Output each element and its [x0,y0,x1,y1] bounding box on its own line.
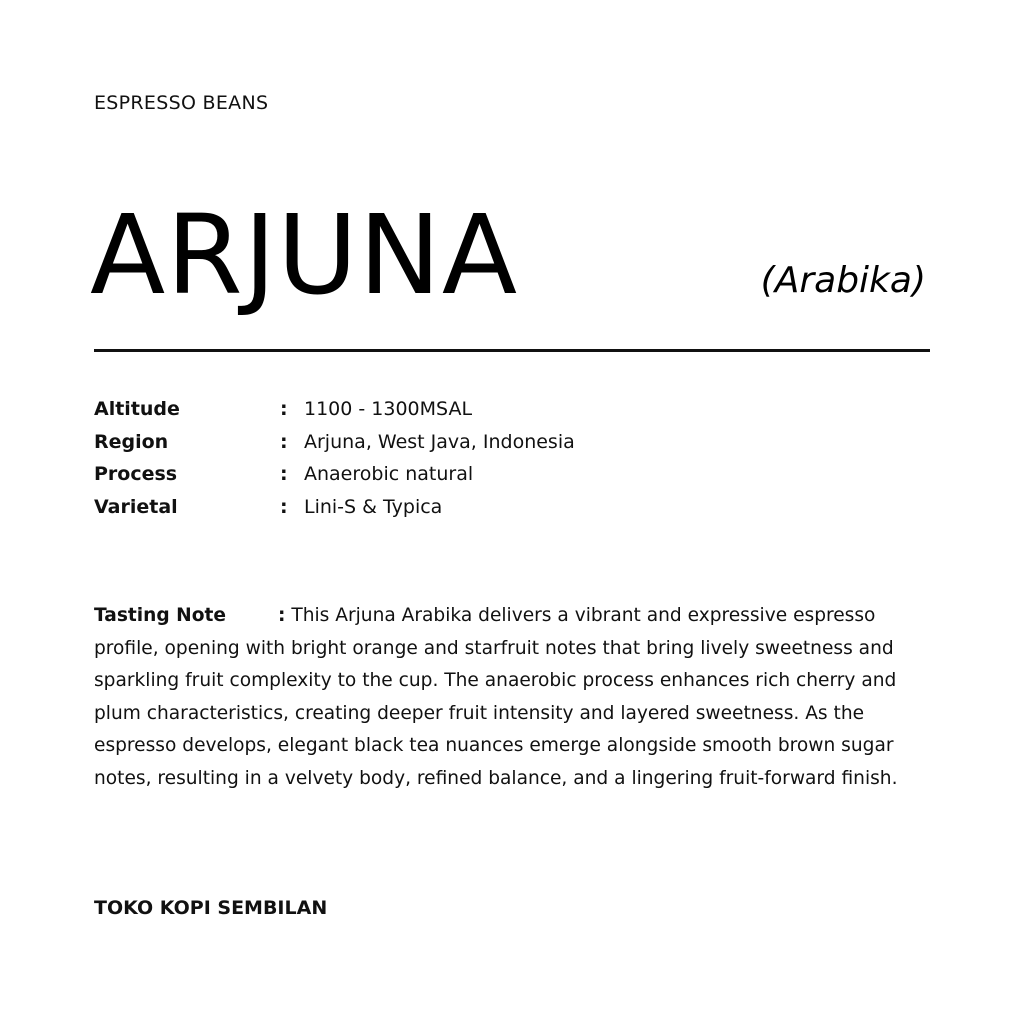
spec-row-varietal [94,496,930,529]
spec-label: Process [94,463,178,485]
spec-colon: : [280,430,288,453]
spec-value: Anaerobic natural [304,463,474,485]
brand-name: TOKO KOPI SEMBILAN [94,897,328,919]
spec-row-region [94,431,930,464]
product-name: ARJUNA [90,191,519,319]
spec-colon: : [280,495,288,518]
spec-list [94,398,930,528]
spec-label: Varietal [94,495,178,518]
tasting-note [94,600,934,795]
spec-row-process [94,463,930,496]
spec-colon: : [280,398,288,420]
tasting-note-text: This Arjuna Arabika delivers a vibrant and expressive espresso profile, opening with bright orange and starfruit notes that bring lively sweetness and sparkling fruit complexity to the cup. The anaerobic process enhances rich cherry and plum characteristics, creating deeper fruit intensity and layered sweetness. As the espresso develops, elegant black tea nuances emerge alongside smooth brown sugar notes, resulting in a velvety body, refined balance, and a lingering fruit-forward finish. [94,605,898,789]
tasting-note-label: Tasting Note [94,605,227,626]
spec-colon: : [280,463,288,485]
spec-label: Altitude [94,398,180,420]
title-divider [94,349,930,352]
spec-label: Region [94,430,169,453]
product-species: (Arabika) [760,260,926,301]
category-label: ESPRESSO BEANS [94,92,269,114]
spec-value: Arjuna, West Java, Indonesia [304,430,575,453]
spec-value: 1100 - 1300MSAL [304,398,473,420]
spec-row-altitude [94,398,930,431]
spec-value: Lini-S & Typica [304,495,443,518]
tasting-note-colon: : [278,605,286,626]
